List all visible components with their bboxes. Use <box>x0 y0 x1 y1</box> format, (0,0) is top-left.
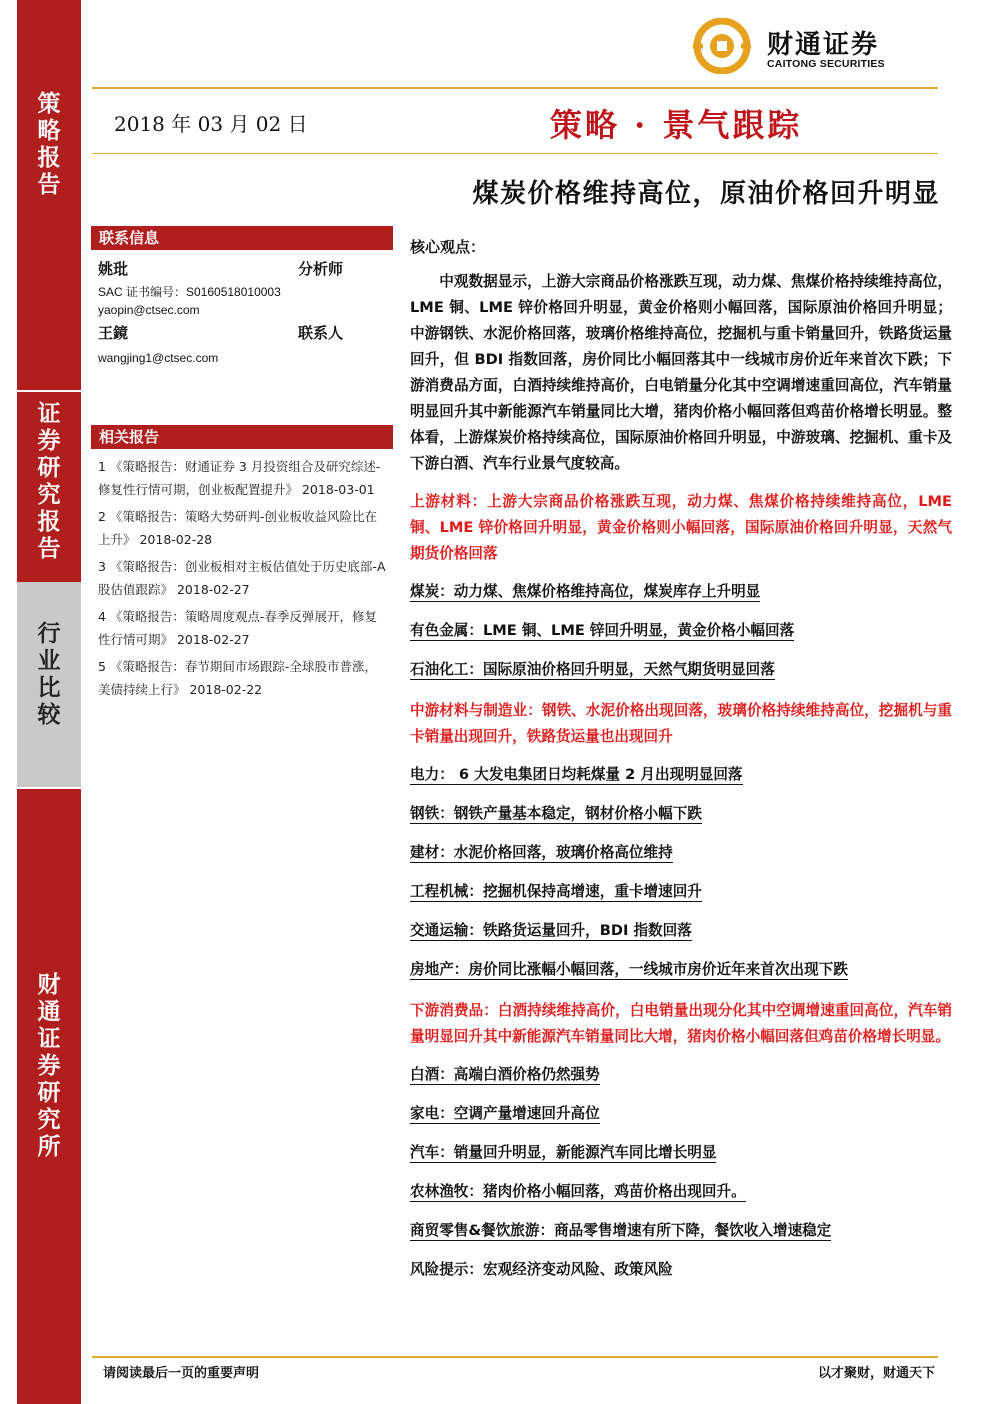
industry-line-power <box>410 764 952 786</box>
analyst-name: 姚玭 <box>98 260 129 278</box>
sidebar-label: 策略报告 <box>37 90 61 198</box>
related-report-item[interactable]: 4 《策略报告：策略周度观点-春季反弹展开，修复性行情可期》 2018-02-27 <box>98 609 377 647</box>
downstream-summary: 下游消费品：白酒持续维持高价，白电销量出现分化其中空调增速重回高位，汽车销量明显回升其中新能源汽车销量同比大增，猪肉价格小幅回落但鸡苗价格增长明显。 <box>410 1002 952 1045</box>
risk-notice: 风险提示：宏观经济变动风险、政策风险 <box>410 1261 673 1278</box>
report-category: 策略 · 景气跟踪 <box>550 106 803 144</box>
industry-line-text: 钢铁：钢铁产量基本稳定，钢材价格小幅下跌 <box>410 805 702 822</box>
industry-line-text: 农林渔牧：猪肉价格小幅回落，鸡苗价格出现回升。 <box>410 1183 746 1200</box>
logo-chinese-name: 财通证券 <box>767 30 880 60</box>
core-heading: 核心观点： <box>410 238 486 256</box>
main-content <box>410 236 952 1298</box>
report-title: 煤炭价格维持高位，原油价格回升明显 <box>472 179 940 209</box>
industry-line-appliance <box>410 1103 952 1125</box>
sidebar-block-strategy <box>17 0 81 390</box>
industry-line-liquor <box>410 1064 952 1086</box>
industry-line-text: 工程机械：挖掘机保持高增速，重卡增速回升 <box>410 883 702 900</box>
related-section-header: 相关报告 <box>91 425 393 449</box>
sidebar-label: 行业比较 <box>37 620 61 728</box>
contact-role: 联系人 <box>298 324 344 342</box>
contact-name: 王鏡 <box>98 324 129 342</box>
related-report-item[interactable]: 5 《策略报告：春节期间市场跟踪-全球股市普涨，美债持续上行》 2018-02-22 <box>98 659 377 697</box>
sidebar-label: 证券研究报告 <box>37 400 61 562</box>
footer-slogan: 以才聚财，财通天下 <box>817 1366 935 1381</box>
related-report-item[interactable]: 3 《策略报告：创业板相对主板估值处于历史底部-A 股估值跟踪》 2018-02-27 <box>98 559 386 597</box>
analyst-email[interactable]: yaopin@ctsec.com <box>98 303 200 317</box>
sidebar-label: 财通证券研究所 <box>37 971 61 1160</box>
industry-line-metals <box>410 620 952 642</box>
industry-line-text: 家电：空调产量增速回升高位 <box>410 1105 600 1122</box>
caitong-logo-icon <box>691 18 753 74</box>
analyst-cert: SAC 证书编号：S0160518010003 <box>98 285 281 299</box>
industry-line-text: 建材：水泥价格回落，玻璃价格高位维持 <box>410 844 673 861</box>
industry-line-retail <box>410 1220 952 1242</box>
related-report-list <box>98 455 388 705</box>
industry-line-text: 白酒：高端白酒价格仍然强势 <box>410 1066 600 1083</box>
logo-english-name: CAITONG SECURITIES <box>767 58 885 70</box>
industry-line-text: 房地产：房价同比涨幅小幅回落，一线城市房价近年来首次出现下跌 <box>410 961 848 978</box>
footer-rule <box>92 1356 938 1358</box>
industry-line-auto <box>410 1142 952 1164</box>
header-rule <box>92 87 938 89</box>
industry-line-agri <box>410 1181 952 1203</box>
industry-line-text: 电力： 6 大发电集团日均耗煤量 2 月出现明显回落 <box>410 766 743 783</box>
sidebar-block-research <box>17 392 81 582</box>
industry-line-text: 商贸零售&餐饮旅游：商品零售增速有所下降，餐饮收入增速稳定 <box>410 1222 832 1239</box>
contact-section-header: 联系信息 <box>91 226 393 250</box>
contact-email[interactable]: wangjing1@ctsec.com <box>98 351 219 365</box>
industry-line-text: 有色金属：LME 铜、LME 锌回升明显，黄金价格小幅回落 <box>410 622 795 639</box>
industry-line-building <box>410 842 952 864</box>
sidebar-block-industry <box>17 582 81 787</box>
industry-line-text: 煤炭：动力煤、焦煤价格维持高位，煤炭库存上升明显 <box>410 583 761 600</box>
report-date: 2018 年 03 月 02 日 <box>114 112 308 136</box>
sidebar-block-institute <box>17 789 81 1404</box>
company-logo <box>691 18 941 74</box>
industry-line-transport <box>410 920 952 942</box>
related-report-item[interactable]: 2 《策略报告：策略大势研判-创业板收益风险比在上升》 2018-02-28 <box>98 509 377 547</box>
industry-line-text: 石油化工：国际原油价格回升明显，天然气期货明显回落 <box>410 661 775 678</box>
industry-line-text: 汽车：销量回升明显，新能源汽车同比增长明显 <box>410 1144 717 1161</box>
related-report-item[interactable]: 1 《策略报告：财通证券 3 月投资组合及研究综述-修复性行情可期，创业板配置提升》 2018-03-01 <box>98 459 381 497</box>
left-sidebar <box>17 0 81 1404</box>
industry-line-machinery <box>410 881 952 903</box>
industry-line-coal <box>410 581 952 603</box>
industry-line-petrochem <box>410 659 952 681</box>
industry-line-realestate <box>410 959 952 981</box>
midstream-summary: 中游材料与制造业：钢铁、水泥价格出现回落，玻璃价格持续维持高位，挖掘机与重卡销量出现回升，铁路货运量也出现回升 <box>410 702 952 745</box>
header-rule-lower <box>92 153 938 154</box>
analyst-role: 分析师 <box>298 260 344 278</box>
industry-line-text: 交通运输：铁路货运量回升，BDI 指数回落 <box>410 922 692 939</box>
footer-disclaimer[interactable]: 请阅读最后一页的重要声明 <box>103 1366 260 1381</box>
summary-paragraph: 中观数据显示，上游大宗商品价格涨跌互现，动力煤、焦煤价格持续维持高位，LME 铜、LME 锌价格回升明显，黄金价格则小幅回落，国际原油价格回升明显；中游钢铁、水泥价格回落，玻璃价格维持高位，挖掘机与重卡销量回升，铁路货运量回升，但 BDI 指数回落，房价同比小幅回落其中一线城市房价近年来首次下跌；下游消费品方面，白酒持续维持高价，白电销量分化其中空调增速重回高位，汽车销量明显回升其中新能源汽车销量同比大增，猪肉价格小幅回落但鸡苗价格增长明显。整体看，上游煤炭价格持续高位，国际原油价格回升明显，中游玻璃、挖掘机、重卡及下游白酒、汽车行业景气度较高。 <box>410 273 952 472</box>
upstream-summary: 上游材料：上游大宗商品价格涨跌互现，动力煤、焦煤价格持续维持高位，LME 铜、LME 锌价格回升明显，黄金价格则小幅回落，国际原油价格回升明显，天然气期货价格回落 <box>410 493 952 562</box>
industry-line-steel <box>410 803 952 825</box>
